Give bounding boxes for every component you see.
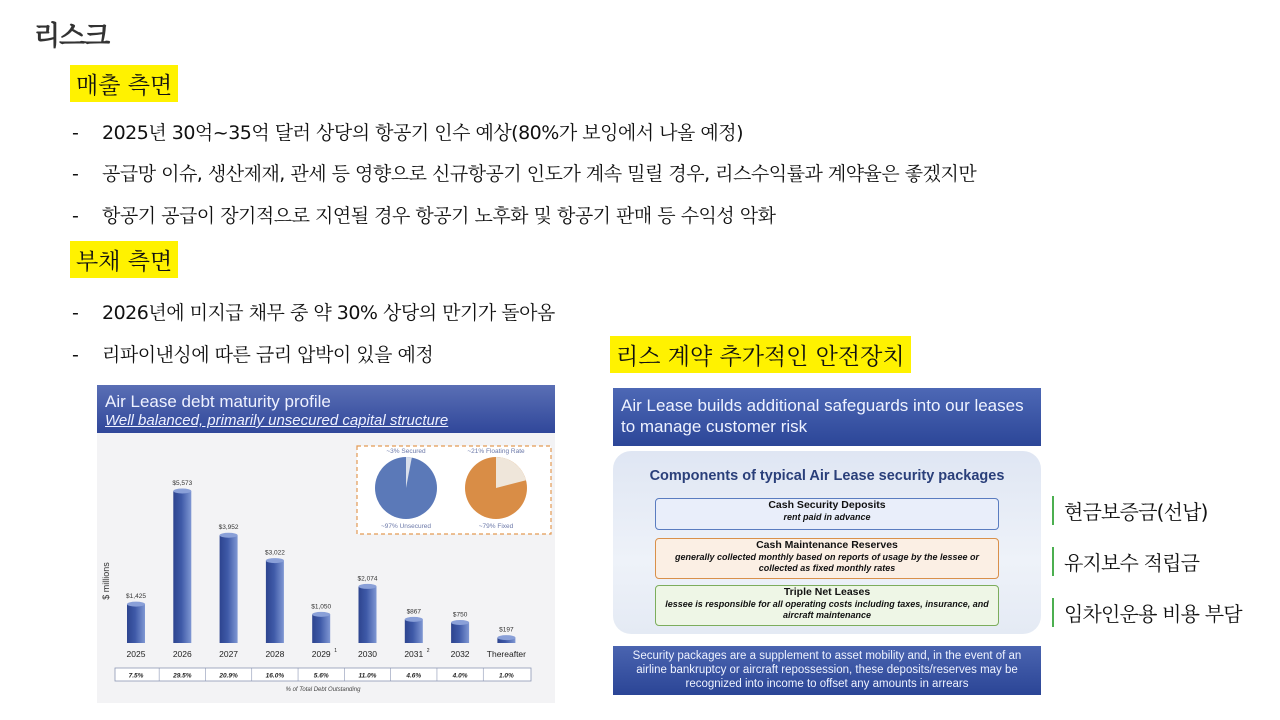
x-tick-label: 2029 — [311, 649, 331, 659]
bar-cap — [451, 620, 469, 625]
bar-cap — [220, 533, 238, 538]
pct-value: 29.5% — [173, 672, 192, 680]
revenue-bullet: - 항공기 공급이 장기적으로 지연될 경우 항공기 노후화 및 항공기 판매 등 수익성 악화 — [72, 205, 776, 227]
pct-value: 5.6% — [313, 672, 329, 680]
revenue-bullet: - 2025년 30억~35억 달러 상당의 항공기 인수 예상(80%가 보잉에서 나올 예정) — [72, 122, 744, 144]
security-footer-text: Security packages are a supplement to asset mobility and, in the event of an airline bankruptcy or aircraft repossession, these deposits/reserves may be recognized into income to offset any amounts in arrears — [632, 650, 1022, 690]
data-label: $5,573 — [172, 480, 193, 487]
bar-cap — [266, 558, 284, 563]
revenue-bullet: - 공급망 이슈, 생산제재, 관세 등 영향으로 신규항공기 인도가 계속 밀릴 경우, 리스수익률과 계약율은 좋겠지만 — [72, 163, 977, 185]
bar — [312, 614, 330, 643]
package-desc: lessee is responsible for all operating costs including taxes, insurance, and aircraft maintenance — [665, 599, 989, 620]
pct-value: 4.0% — [452, 672, 468, 680]
x-tick-label: 2031 — [404, 649, 424, 659]
x-tick-label: 2026 — [172, 649, 192, 659]
data-label: $197 — [499, 626, 514, 634]
package-cash-maintenance-reserves — [655, 538, 999, 579]
data-label: $867 — [406, 608, 422, 616]
debt-bullet-text: 2026년에 미지급 채무 중 약 30% 상당의 만기가 돌아옴 — [102, 302, 555, 324]
security-footer — [613, 646, 1041, 695]
revenue-bullet-text: 항공기 공급이 장기적으로 지연될 경우 항공기 노후화 및 항공기 판매 등 수익성 악화 — [102, 205, 776, 227]
bar-cap — [359, 584, 377, 589]
bar — [173, 491, 191, 643]
x-tick-label: 2030 — [358, 649, 377, 659]
slide-title: 리스크 — [34, 21, 110, 52]
chart-title: Air Lease debt maturity profile — [105, 392, 331, 411]
package-desc: generally collected monthly based on reports of usage by the lessee or collected as fixed monthly rates — [674, 552, 980, 573]
bar-cap — [405, 617, 423, 622]
debt-bullet-text: 리파이낸싱에 따른 금리 압박이 있을 예정 — [102, 344, 434, 366]
package-cash-security-deposits — [655, 498, 999, 530]
pie-bottom-label: ~97% Unsecured — [380, 523, 432, 530]
package-desc: rent paid in advance — [783, 512, 871, 522]
bar — [127, 604, 145, 643]
bar — [405, 619, 423, 643]
revenue-bullet-text: 공급망 이슈, 생산제재, 관세 등 영향으로 신규항공기 인도가 계속 밀릴 경우, 리스수익률과 계약율은 좋겠지만 — [102, 163, 977, 185]
data-label: $3,952 — [218, 524, 239, 532]
pct-value: 4.6% — [406, 672, 422, 680]
x-tick-label: 2032 — [450, 649, 470, 659]
revenue-bullet-text: 2025년 30억~35억 달러 상당의 항공기 인수 예상(80%가 보잉에서 나올 예정) — [102, 122, 744, 144]
pie-top-label: ~3% Secured — [386, 448, 426, 455]
debt-maturity-chart — [97, 385, 555, 703]
chart-banner — [97, 385, 555, 433]
pct-value: 1.0% — [498, 672, 514, 680]
bar — [266, 561, 284, 643]
security-banner — [613, 388, 1041, 446]
x-tick-superscript: 2 — [426, 648, 430, 654]
safeguard-label: 유지보수 적립금 — [1052, 547, 1199, 576]
data-label: $2,074 — [357, 575, 378, 583]
debt-bullet: - 리파이낸싱에 따른 금리 압박이 있을 예정 — [72, 344, 434, 366]
package-triple-net-leases — [655, 585, 999, 626]
pct-value: 16.0% — [265, 672, 285, 680]
x-tick-label: 2027 — [219, 649, 239, 659]
revenue-heading: 매출 측면 — [70, 65, 178, 102]
data-label: $750 — [452, 611, 468, 619]
safeguard-label: 임차인운용 비용 부담 — [1052, 598, 1242, 627]
security-panel — [613, 388, 1041, 695]
chart-plot — [97, 433, 555, 703]
security-banner-text: Air Lease builds additional safeguards into our leases to manage customer risk — [621, 396, 1024, 436]
debt-heading: 부채 측면 — [70, 241, 178, 278]
bar — [220, 535, 238, 643]
package-title: Triple Net Leases — [783, 586, 871, 598]
pie-bottom-label: ~79% Fixed — [478, 523, 514, 530]
data-label: $1,050 — [311, 603, 332, 611]
bar-cap — [497, 635, 515, 640]
x-tick-superscript: 1 — [334, 648, 337, 654]
safeguard-label: 현금보증금(선납) — [1052, 496, 1208, 525]
lease-safety-heading: 리스 계약 추가적인 안전장치 — [610, 336, 911, 373]
bar-cap — [173, 489, 191, 494]
bar — [359, 586, 377, 643]
bar — [451, 623, 469, 643]
pct-caption: % of Total Debt Outstanding — [285, 687, 361, 693]
x-tick-label: 2028 — [265, 649, 285, 659]
pie-top-label: ~21% Floating Rate — [467, 448, 525, 455]
chart-subtitle: Well balanced, primarily unsecured capital structure — [105, 412, 449, 429]
data-label: $3,022 — [264, 549, 285, 557]
package-title: Cash Maintenance Reserves — [756, 539, 898, 551]
package-title: Cash Security Deposits — [768, 499, 886, 511]
pct-value: 11.0% — [358, 672, 377, 680]
y-axis-label: $ millions — [101, 562, 111, 600]
bar-cap — [312, 612, 330, 617]
bar-cap — [127, 602, 145, 607]
data-label: $1,425 — [126, 593, 146, 601]
debt-bullet: - 2026년에 미지급 채무 중 약 30% 상당의 만기가 돌아옴 — [72, 302, 555, 324]
pct-value: 7.5% — [128, 672, 144, 680]
components-title: Components of typical Air Lease security packages — [649, 468, 1005, 484]
pct-value: 20.9% — [219, 672, 238, 680]
x-tick-label: 2025 — [126, 649, 146, 659]
x-tick-label: Thereafter — [486, 649, 527, 659]
